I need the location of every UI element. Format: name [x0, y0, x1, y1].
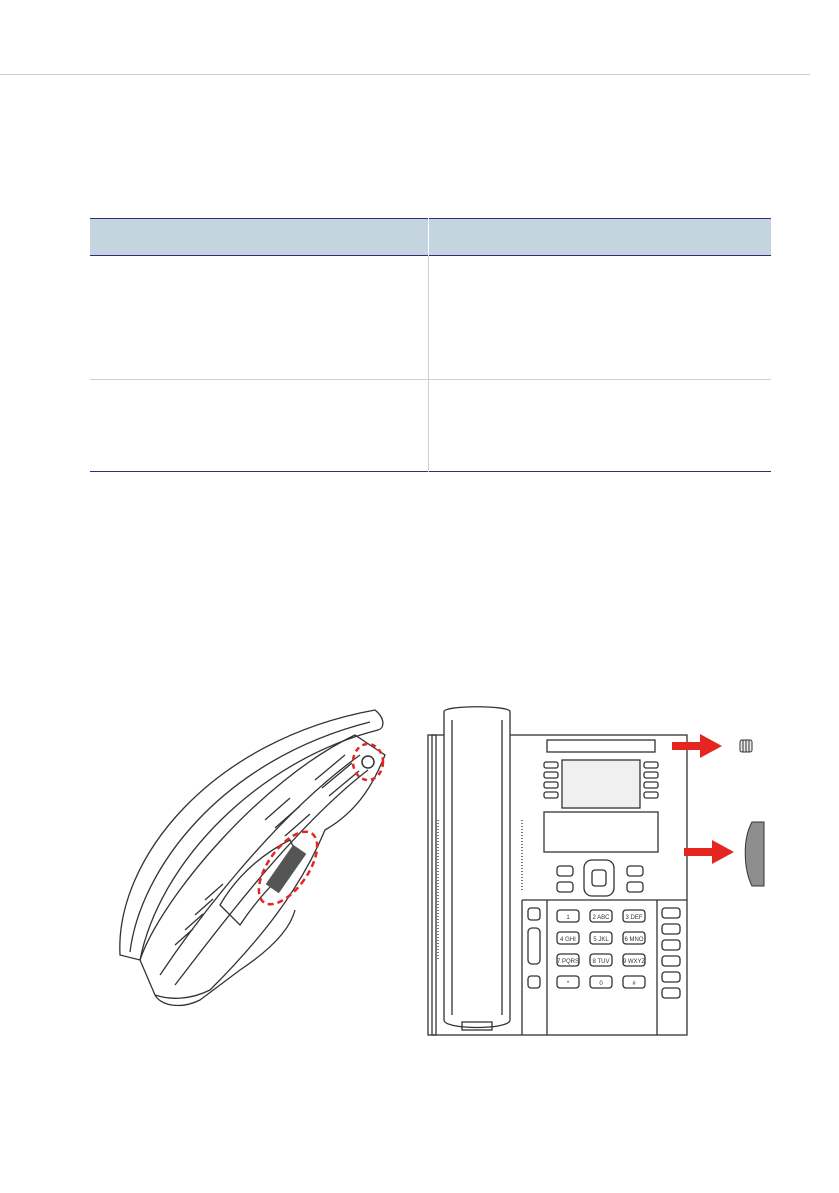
table-cell: [90, 380, 429, 472]
phone-side-view-illustration: [100, 700, 400, 1040]
table-header-row: [90, 219, 771, 256]
svg-text:7 PQRS: 7 PQRS: [556, 959, 580, 965]
table-row: [90, 256, 771, 380]
svg-text:6 MNO: 6 MNO: [624, 937, 644, 943]
table-cell: [90, 256, 429, 380]
phone-illustration-figure: [100, 700, 780, 1040]
info-table: [90, 218, 771, 472]
insert-arrow-icon: [684, 840, 734, 864]
svg-text:3 DEF: 3 DEF: [625, 915, 643, 921]
svg-text:*: *: [566, 981, 570, 987]
table-header-cell: [429, 219, 772, 256]
svg-text:5 JKL: 5 JKL: [593, 937, 609, 943]
header-divider: [0, 74, 810, 75]
phone-front-view-illustration: [422, 700, 782, 1040]
insert-arrow-icon: [672, 734, 722, 758]
svg-text:#: #: [632, 981, 636, 987]
table-row: [90, 380, 771, 472]
svg-text:2 ABC: 2 ABC: [592, 915, 610, 921]
svg-text:4 GHI: 4 GHI: [560, 937, 576, 943]
svg-text:9 WXYZ: 9 WXYZ: [622, 959, 646, 965]
svg-text:8 TUV: 8 TUV: [592, 959, 610, 965]
table-header-cell: [90, 219, 429, 256]
svg-text:1: 1: [566, 915, 570, 921]
svg-text:0: 0: [599, 981, 603, 987]
table-cell: [429, 380, 772, 472]
table-cell: [429, 256, 772, 380]
info-table-container: [90, 218, 771, 472]
